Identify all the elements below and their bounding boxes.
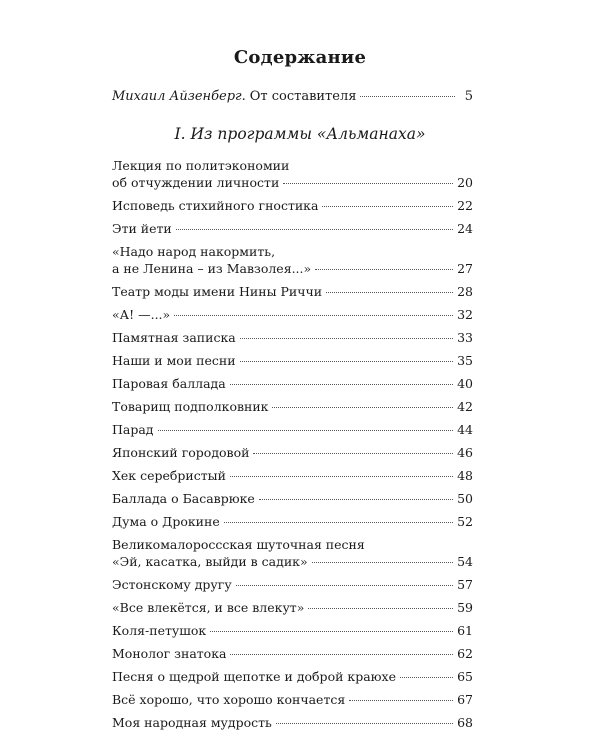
toc-entry-title: Эстонскому другу xyxy=(112,577,232,592)
toc-entry[interactable] xyxy=(112,329,473,346)
toc-entry-title: Дума о Дрокине xyxy=(112,514,220,529)
toc-entry-title: а не Ленина – из Мавзолея...» xyxy=(112,261,312,276)
toc-entry-title: Памятная записка xyxy=(112,330,236,345)
toc-entry-title: Наши и мои песни xyxy=(112,353,236,368)
toc-entry-title: Товарищ подполковник xyxy=(112,399,269,414)
toc-entry[interactable] xyxy=(112,421,473,438)
toc-entry-title-line: Великомалороссская шуточная песня xyxy=(112,537,365,552)
toc-entry-row xyxy=(112,513,473,530)
page-title: Содержание xyxy=(233,47,367,68)
toc-entry[interactable] xyxy=(112,691,473,708)
toc-entry[interactable] xyxy=(112,576,473,593)
toc-entry[interactable] xyxy=(112,645,473,662)
toc-entry-row xyxy=(112,421,473,438)
toc-entry-title: Паровая баллада xyxy=(112,376,226,391)
toc-entry-page-number: 65 xyxy=(457,669,473,684)
dot-leader xyxy=(174,315,453,316)
toc-entry-page-number: 52 xyxy=(457,514,473,529)
toc-entry[interactable] xyxy=(112,599,473,616)
toc-entry[interactable] xyxy=(112,622,473,639)
dot-leader xyxy=(210,631,453,632)
toc-entry-row xyxy=(112,283,473,300)
toc-entry-title: об отчуждении личности xyxy=(112,175,280,190)
toc-entry[interactable] xyxy=(112,197,473,214)
toc-entry-row xyxy=(112,306,473,323)
intro-author: Михаил Айзенберг. xyxy=(112,89,246,104)
toc-entry-page-number: 27 xyxy=(457,261,473,276)
toc-entry-row xyxy=(112,398,473,415)
toc-entry-row xyxy=(112,375,473,392)
intro-entry[interactable] xyxy=(112,89,473,104)
toc-entry-page-number: 33 xyxy=(457,330,473,345)
toc-entry-row xyxy=(112,197,473,214)
toc-entry-page-number: 48 xyxy=(457,468,473,483)
toc-entry-page-number: 44 xyxy=(457,422,473,437)
toc-entry-row xyxy=(112,622,473,639)
dot-leader xyxy=(230,476,453,477)
toc-entry-page-number: 40 xyxy=(457,376,473,391)
toc-entry-page-number: 42 xyxy=(457,399,473,414)
toc-entry-title: Коля-петушок xyxy=(112,623,207,638)
toc-entry-title: Хек серебристый xyxy=(112,468,226,483)
toc-entry[interactable] xyxy=(112,306,473,323)
dot-leader xyxy=(230,654,453,655)
toc-entry[interactable] xyxy=(112,243,473,277)
toc-entry-row xyxy=(112,467,473,484)
toc-entry-title: Театр моды имени Нины Риччи xyxy=(112,284,323,299)
dot-leader xyxy=(349,700,453,701)
toc-entry-title: Исповедь стихийного гностика xyxy=(112,198,319,213)
toc-entry[interactable] xyxy=(112,467,473,484)
toc-entry[interactable] xyxy=(112,398,473,415)
dot-leader xyxy=(360,96,455,97)
toc-entry[interactable] xyxy=(112,283,473,300)
toc-entry-page-number: 20 xyxy=(457,175,473,190)
toc-entry[interactable] xyxy=(112,444,473,461)
toc-entry-page-number: 46 xyxy=(457,445,473,460)
toc-entry-page-number: 59 xyxy=(457,600,473,615)
toc-entry-page-number: 28 xyxy=(457,284,473,299)
toc-entry-row xyxy=(112,645,473,662)
dot-leader xyxy=(259,499,453,500)
toc-entry[interactable] xyxy=(112,352,473,369)
toc-entry-page-number: 35 xyxy=(457,353,473,368)
dot-leader xyxy=(240,361,454,362)
toc-entry-title: Песня о щедрой щепотке и доброй краюхе xyxy=(112,669,396,684)
toc-entry[interactable] xyxy=(112,157,473,191)
toc-entry-row xyxy=(112,174,473,191)
toc-entry-title-line: «Надо народ накормить, xyxy=(112,244,276,259)
toc-entry-row xyxy=(112,220,473,237)
toc-entry[interactable] xyxy=(112,490,473,507)
toc-entry[interactable] xyxy=(112,375,473,392)
toc-entry-row xyxy=(112,599,473,616)
toc-entry-row xyxy=(112,352,473,369)
toc-entry[interactable] xyxy=(112,536,473,570)
toc-entry-row xyxy=(112,691,473,708)
dot-leader xyxy=(322,206,453,207)
toc-entry-row xyxy=(112,444,473,461)
toc-entry-page-number: 57 xyxy=(457,577,473,592)
toc-entry-row xyxy=(112,260,473,277)
dot-leader xyxy=(176,229,453,230)
toc-entry-title: Японский городовой xyxy=(112,445,250,460)
toc-entry[interactable] xyxy=(112,668,473,685)
toc-entry[interactable] xyxy=(112,513,473,530)
dot-leader xyxy=(308,608,453,609)
toc-entry-row xyxy=(112,490,473,507)
dot-leader xyxy=(326,292,453,293)
dot-leader xyxy=(253,453,453,454)
dot-leader xyxy=(240,338,453,339)
dot-leader xyxy=(400,677,453,678)
toc-entry-title: Эти йети xyxy=(112,221,172,236)
toc-entry-row xyxy=(112,329,473,346)
toc-entry-title: Всё хорошо, что хорошо кончается xyxy=(112,692,346,707)
dot-leader xyxy=(283,183,453,184)
toc-entry-page-number: 54 xyxy=(457,554,473,569)
dot-leader xyxy=(276,723,453,724)
toc-entry-page-number: 67 xyxy=(457,692,473,707)
dot-leader xyxy=(158,430,454,431)
section-heading: I. Из программы «Альманаха» xyxy=(174,125,426,143)
toc-entry-title: «А! —...» xyxy=(112,307,171,322)
toc-entry-page-number: 24 xyxy=(457,221,473,236)
toc-entry-page-number: 50 xyxy=(457,491,473,506)
toc-entry-title: «Эй, касатка, выйди в садик» xyxy=(112,554,308,569)
toc-entry-title: «Все влекётся, и все влекут» xyxy=(112,600,305,615)
toc-entry-title: Монолог знатока xyxy=(112,646,227,661)
toc-entry-row xyxy=(112,668,473,685)
toc-entry-page-number: 61 xyxy=(457,623,473,638)
dot-leader xyxy=(224,522,453,523)
intro-title: От составителя xyxy=(249,89,357,104)
intro-page-number: 5 xyxy=(464,89,473,104)
dot-leader xyxy=(315,269,453,270)
toc-entry-title: Моя народная мудрость xyxy=(112,715,272,730)
toc-entry-title: Баллада о Басаврюке xyxy=(112,491,255,506)
toc-entry[interactable] xyxy=(112,714,473,731)
toc-entry-title: Парад xyxy=(112,422,154,437)
toc-entry-row xyxy=(112,714,473,731)
toc-entry-page-number: 32 xyxy=(457,307,473,322)
toc-list xyxy=(112,157,473,737)
toc-entry-row xyxy=(112,553,473,570)
dot-leader xyxy=(236,585,453,586)
toc-entry-page-number: 62 xyxy=(457,646,473,661)
dot-leader xyxy=(312,562,453,563)
dot-leader xyxy=(272,407,453,408)
toc-entry-row xyxy=(112,576,473,593)
toc-entry-page-number: 68 xyxy=(457,715,473,730)
toc-entry[interactable] xyxy=(112,220,473,237)
dot-leader xyxy=(230,384,453,385)
toc-entry-page-number: 22 xyxy=(457,198,473,213)
toc-entry-title-line: Лекция по политэкономии xyxy=(112,158,290,173)
